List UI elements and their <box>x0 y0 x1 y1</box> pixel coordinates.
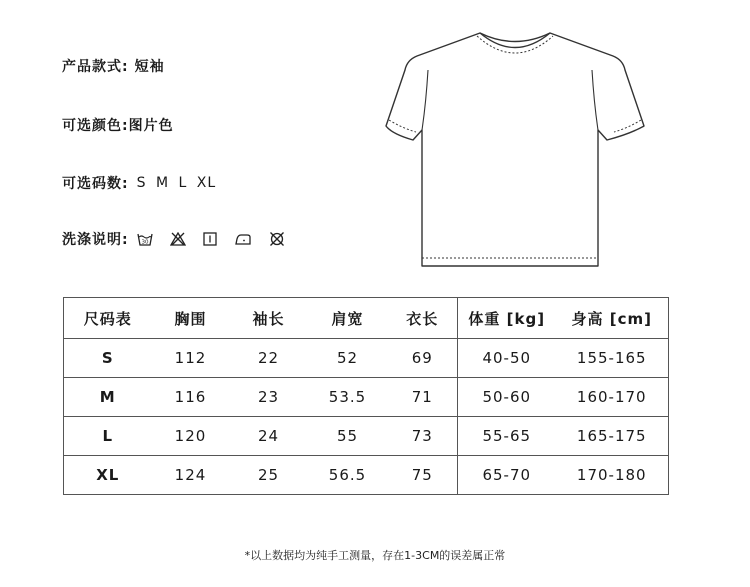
wash-tub-icon <box>137 232 153 246</box>
table-cell: 160-170 <box>556 378 669 417</box>
table-header-cell: 身高 [cm] <box>556 298 669 339</box>
table-cell: 170-180 <box>556 456 669 495</box>
table-cell: 24 <box>230 417 308 456</box>
table-cell: 124 <box>152 456 230 495</box>
table-cell: 40-50 <box>458 339 556 378</box>
table-header-cell: 尺码表 <box>64 298 152 339</box>
table-header-cell: 胸围 <box>152 298 230 339</box>
tshirt-illustration <box>385 28 645 273</box>
care-label: 洗涤说明: <box>62 232 129 248</box>
size-value: S M L XL <box>136 175 217 191</box>
table-cell: XL <box>64 456 152 495</box>
table-cell: L <box>64 417 152 456</box>
color-label: 可选颜色: <box>62 118 129 134</box>
table-cell: 73 <box>388 417 458 456</box>
table-header-row <box>64 298 669 339</box>
table-row <box>64 339 669 378</box>
color-value: 图片色 <box>128 118 174 134</box>
color-row <box>62 115 174 135</box>
size-chart-table <box>63 297 669 495</box>
table-cell: 55 <box>308 417 388 456</box>
measurement-footnote: *以上数据均为纯手工测量，存在1-3CM的误差属正常 <box>244 549 506 562</box>
no-bleach-icon <box>170 232 186 246</box>
table-cell: S <box>64 339 152 378</box>
table-row <box>64 417 669 456</box>
table-cell: 75 <box>388 456 458 495</box>
style-value: 短袖 <box>134 59 165 75</box>
style-label: 产品款式: <box>62 59 129 75</box>
table-cell: 25 <box>230 456 308 495</box>
table-cell: M <box>64 378 152 417</box>
table-row <box>64 456 669 495</box>
iron-icon <box>234 232 252 246</box>
table-row <box>64 378 669 417</box>
care-icons <box>137 231 285 247</box>
table-cell: 112 <box>152 339 230 378</box>
table-cell: 71 <box>388 378 458 417</box>
care-row <box>62 229 285 249</box>
no-dry-clean-icon <box>269 231 285 247</box>
table-header-cell: 衣长 <box>388 298 458 339</box>
table-cell: 155-165 <box>556 339 669 378</box>
table-cell: 69 <box>388 339 458 378</box>
table-cell: 165-175 <box>556 417 669 456</box>
svg-text:30: 30 <box>141 239 149 246</box>
size-row <box>62 173 216 193</box>
table-cell: 120 <box>152 417 230 456</box>
table-header-cell: 肩宽 <box>308 298 388 339</box>
tumble-dry-icon <box>203 232 217 246</box>
size-label: 可选码数: <box>62 176 129 192</box>
table-cell: 52 <box>308 339 388 378</box>
table-cell: 22 <box>230 339 308 378</box>
table-cell: 65-70 <box>458 456 556 495</box>
table-cell: 23 <box>230 378 308 417</box>
table-cell: 55-65 <box>458 417 556 456</box>
table-cell: 53.5 <box>308 378 388 417</box>
style-row <box>62 56 165 76</box>
table-cell: 50-60 <box>458 378 556 417</box>
table-cell: 56.5 <box>308 456 388 495</box>
table-cell: 116 <box>152 378 230 417</box>
table-header-cell: 袖长 <box>230 298 308 339</box>
table-header-cell: 体重 [kg] <box>458 298 556 339</box>
